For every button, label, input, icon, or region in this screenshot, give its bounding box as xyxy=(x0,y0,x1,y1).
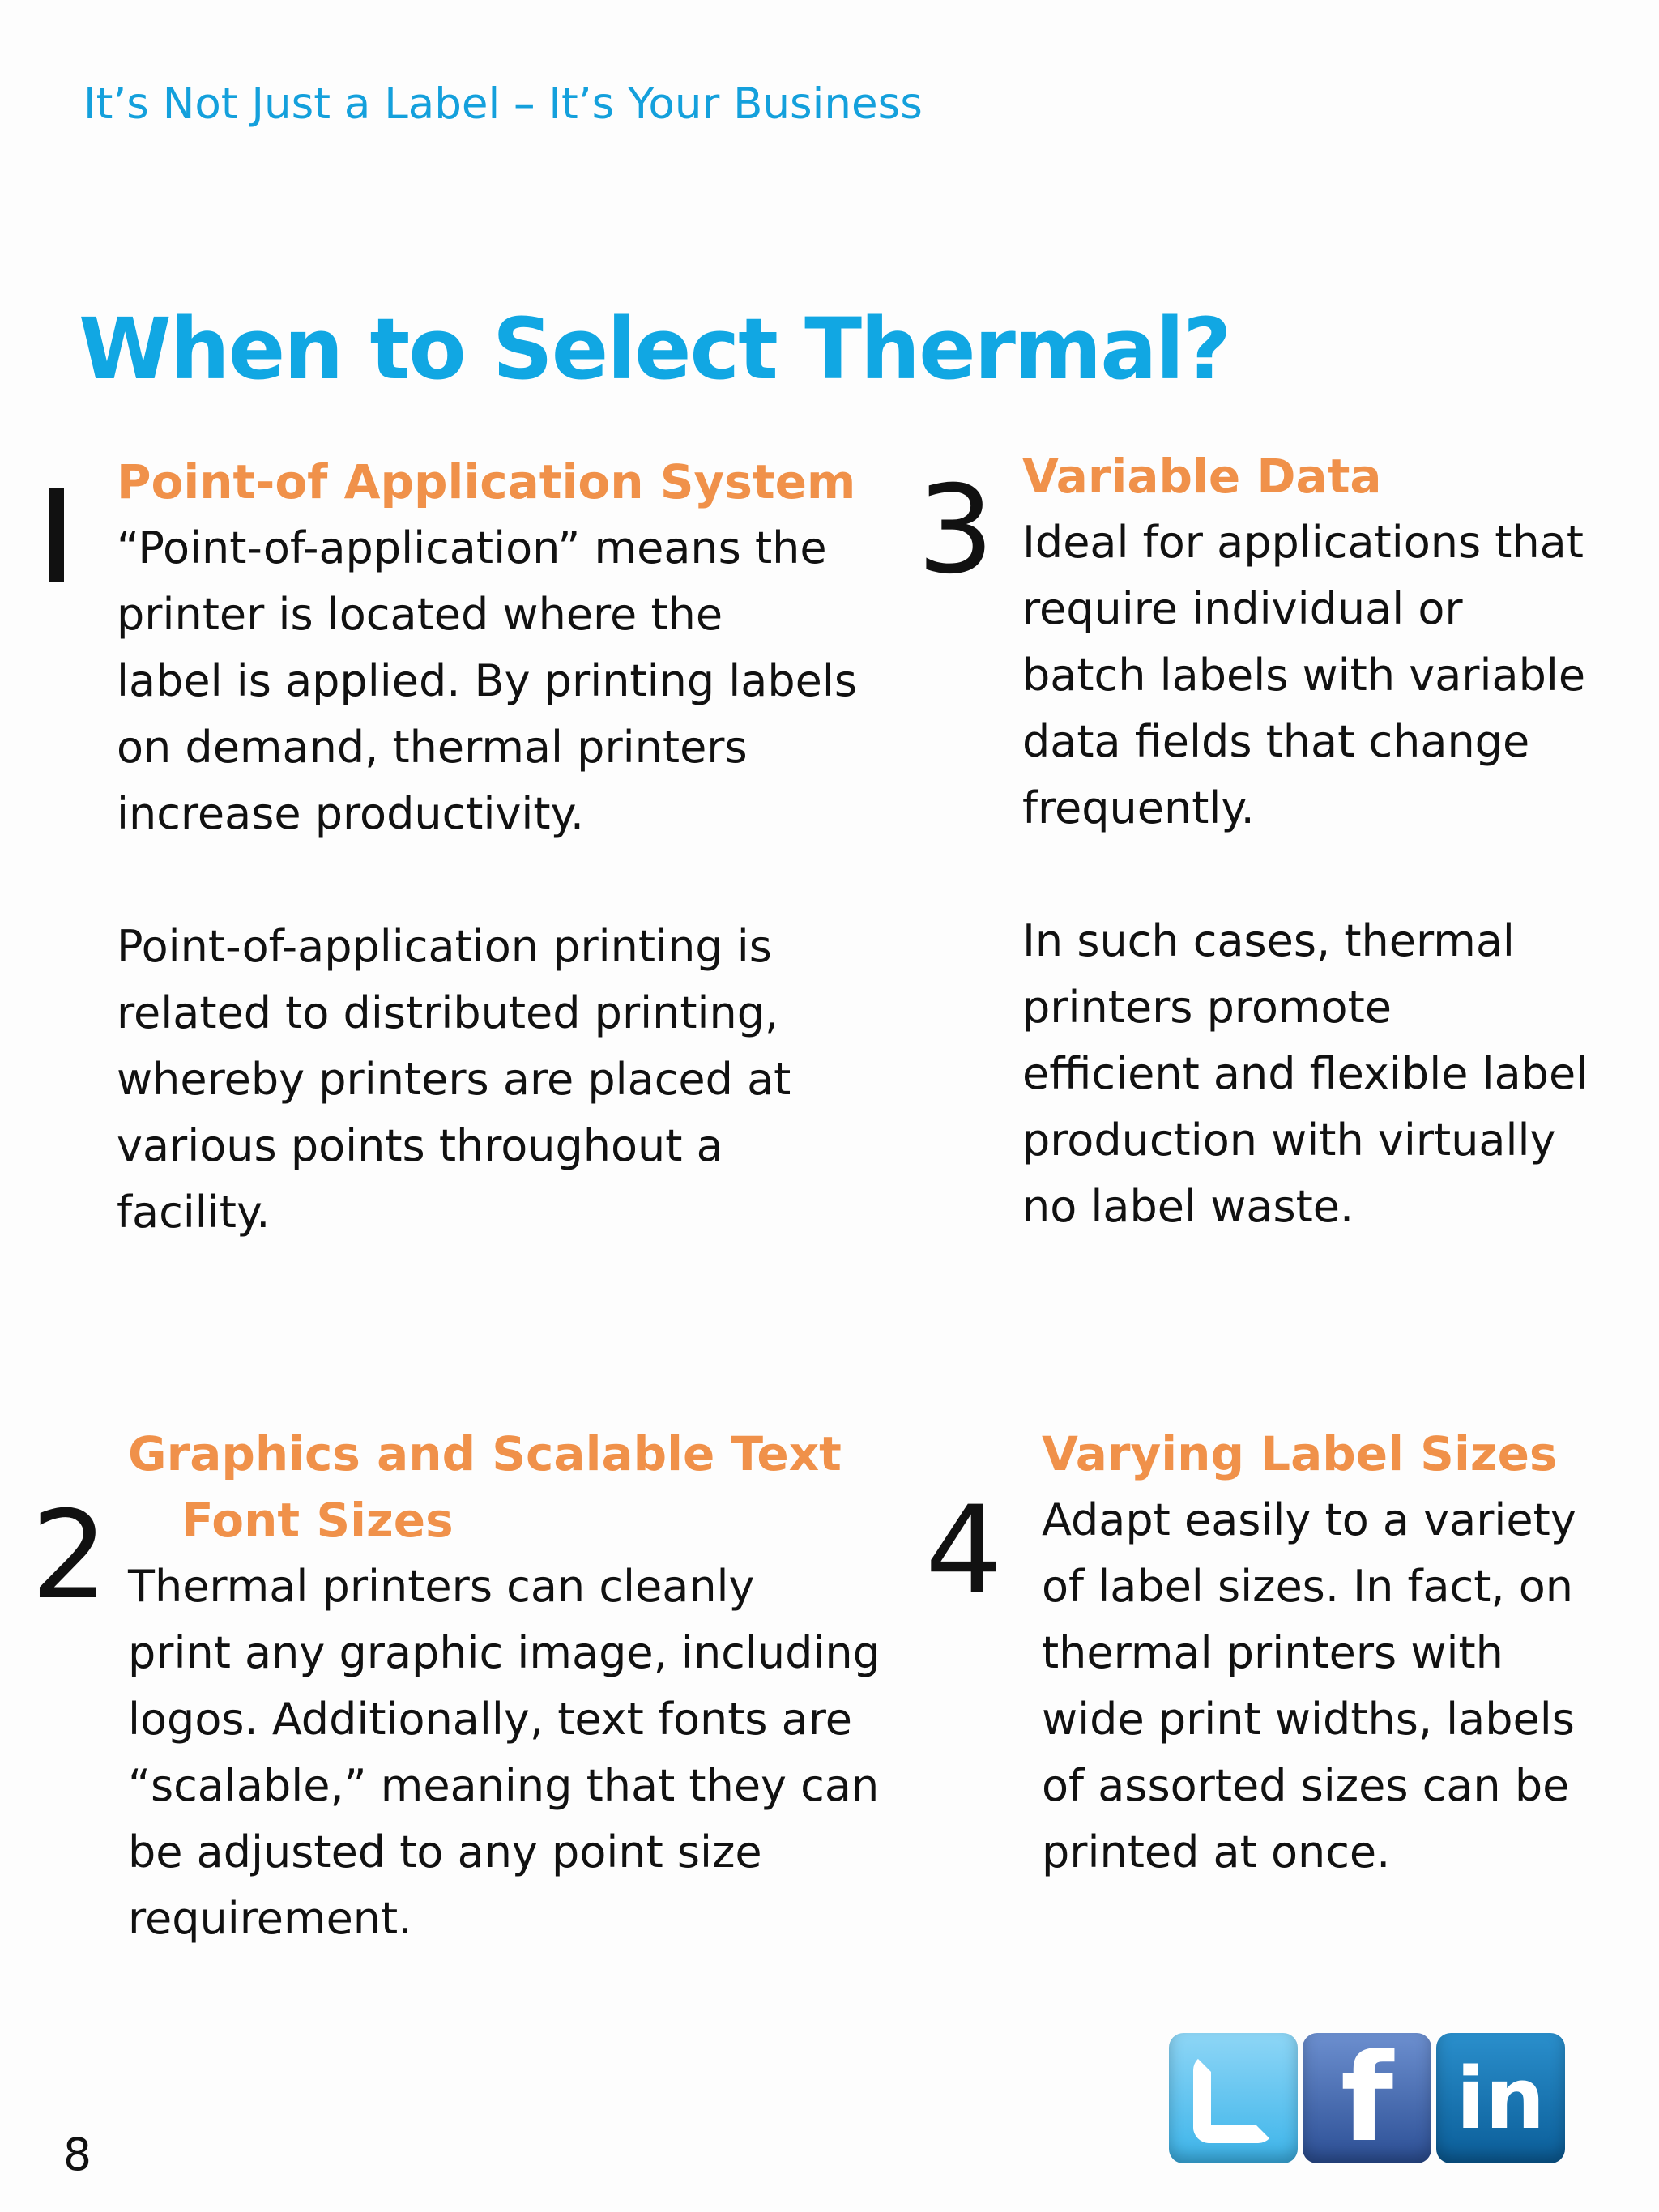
social-links xyxy=(1169,2027,1565,2169)
section-4 xyxy=(1042,1421,1641,1886)
page-tagline: It’s Not Just a Label – It’s Your Business xyxy=(83,79,923,129)
section-3-paragraph-2: In such cases, thermal printers promote efficient and flexible label production with virtually no label waste. xyxy=(1022,915,1589,1232)
section-2-heading-line-2: Font Sizes xyxy=(181,1493,454,1548)
section-4-paragraph-1: Adapt easily to a variety of label sizes. In fact, on thermal printers with wide print widths, labels of assorted sizes can be printed at once. xyxy=(1042,1494,1576,1877)
section-1-paragraph-1: “Point-of-application” means the printer is located where the label is applied. By printing labels on demand, thermal printers increase productivity. xyxy=(117,522,857,839)
page-title: When to Select Thermal? xyxy=(79,300,1230,399)
section-4-number: 4 xyxy=(925,1481,1003,1622)
section-1-number xyxy=(49,488,64,582)
section-3-number: 3 xyxy=(917,460,995,601)
section-2 xyxy=(128,1421,889,1952)
section-1 xyxy=(117,449,878,1246)
page-number: 8 xyxy=(63,2129,92,2180)
section-4-heading: Varying Label Sizes xyxy=(1042,1426,1558,1481)
section-1-heading: Point-of Application System xyxy=(117,454,856,509)
section-2-heading-line-1: Graphics and Scalable Text xyxy=(128,1426,842,1481)
twitter-glyph xyxy=(1193,2054,1274,2143)
section-3 xyxy=(1022,443,1622,1240)
section-2-number: 2 xyxy=(31,1485,109,1626)
section-1-paragraph-2: Point-of-application printing is related to distributed printing, whereby printers are placed at various points throughout a facility. xyxy=(117,921,791,1238)
facebook-icon[interactable] xyxy=(1303,2027,1431,2169)
linkedin-icon[interactable] xyxy=(1436,2033,1565,2163)
twitter-icon[interactable] xyxy=(1169,2033,1298,2163)
section-3-heading: Variable Data xyxy=(1022,449,1382,504)
facebook-glyph: f xyxy=(1340,2027,1394,2169)
linkedin-glyph: in xyxy=(1456,2048,1546,2148)
section-2-paragraph-1: Thermal printers can cleanly print any graphic image, including logos. Additionally, text fonts are “scalable,” meaning that they can be adjusted to any point size requirement. xyxy=(128,1561,881,1944)
section-3-paragraph-1: Ideal for applications that require individual or batch labels with variable data fields that change frequently. xyxy=(1022,517,1586,833)
